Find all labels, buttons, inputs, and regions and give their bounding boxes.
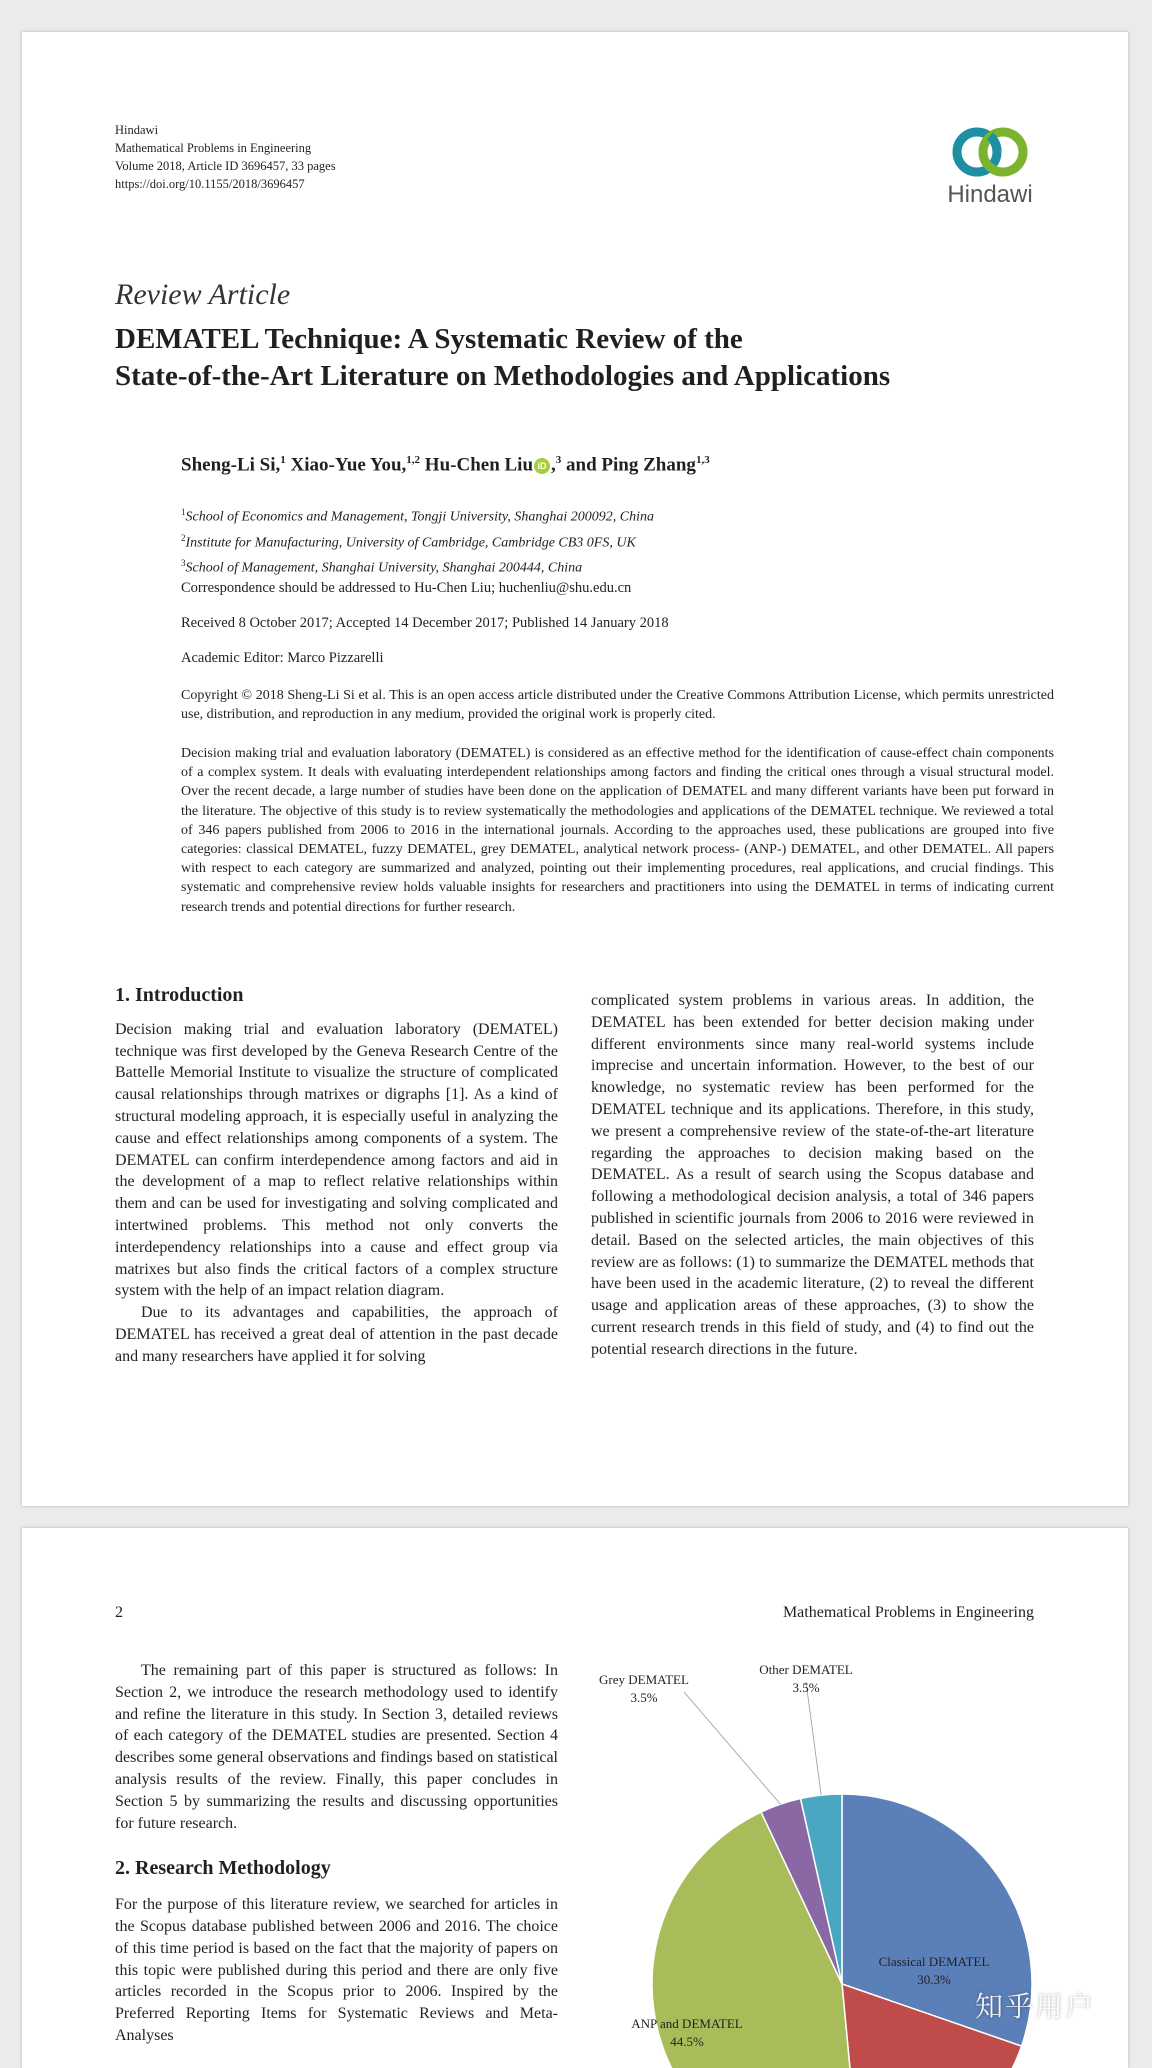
journal-name: Mathematical Problems in Engineering (115, 141, 312, 155)
author-sup: 1,2 (406, 454, 421, 466)
running-header: Mathematical Problems in Engineering (782, 1604, 1034, 1621)
author-sup: 1,3 (695, 454, 710, 466)
title-line-1: DEMATEL Technique: A Systematic Review of the (115, 323, 743, 355)
pie-label: Classical DEMATEL (878, 1954, 990, 1969)
affiliation (181, 528, 654, 554)
zhihu-watermark: 知乎用户 (975, 1990, 1096, 2023)
volume-info: Volume 2018, Article ID 3696457, 33 pages (115, 159, 336, 173)
hindawi-logo-icon (940, 122, 1040, 182)
pie-value-label: 30.3% (917, 1972, 951, 1987)
pie-label: Grey DEMATEL (599, 1672, 689, 1687)
intro-right-column (591, 990, 1034, 1361)
copyright-notice: Copyright © 2018 Sheng-Li Si et al. This is an open access article distributed under the Creative Commons Attribution License, which permits unrestricted use, distribution, and reproduction in any medium, provided the original work is properly cited. (181, 688, 1054, 722)
intro-paragraph-2: Due to its advantages and capabilities, the approach of DEMATEL has received a great deal of attention in the past decade and many researchers have applied it for solving (115, 1304, 558, 1365)
pie-leader-line (806, 1682, 821, 1795)
author-name: Xiao-Yue You, (290, 454, 407, 476)
author-sup: 3 (555, 454, 562, 466)
academic-editor: Academic Editor: Marco Pizzarelli (181, 650, 384, 666)
article-title (115, 321, 1075, 395)
correspondence: Correspondence should be addressed to Hu-Chen Liu; huchenliu@shu.edu.cn (181, 580, 632, 596)
page-1 (22, 32, 1128, 1506)
article-type: Review Article (115, 278, 291, 311)
hindawi-logo (940, 122, 1040, 209)
author-sup: 1 (280, 454, 286, 466)
pie-label: Other DEMATEL (759, 1662, 853, 1677)
publisher-name: Hindawi (115, 123, 159, 137)
title-line-2: State-of-the-Art Literature on Methodologies and Applications (115, 360, 891, 392)
affiliation (181, 553, 654, 579)
intro-paragraph-1: Decision making trial and evaluation laboratory (DEMATEL) technique was first developed by the Geneva Research Centre of the Battelle Memorial Institute to visualize the structure of complicated causal relationships through matrixes or digraphs [1]. As a kind of structural modeling approach, it is especially useful in analyzing the cause and effect relationships among components of a system. The DEMATEL can confirm interdependence among factors and aid in the development of a map to reflect relative relationships within them and can be used for investigating and solving complicated and intertwined problems. This method not only converts the interdependency relationships into a cause and effect group via matrixes but also finds the critical factors of a complex structure system with the help of an impact relation diagram. (115, 1020, 558, 1300)
pie-label: ANP and DEMATEL (631, 2016, 743, 2031)
page-2 (22, 1528, 1128, 2068)
methodology-paragraph: For the purpose of this literature review, we searched for articles in the Scopus database published between 2006 and 2016. The choice of this time period is based on the fact that the majority of papers on this topic were published during this period and there are only five articles recorded in the Scopus prior to 2006. Inspired by the Preferred Reporting Items for Systematic Reviews and Meta-Analyses (115, 1896, 558, 2044)
page2-left-column (115, 1660, 558, 2047)
pie-value-label: 3.5% (630, 1690, 658, 1705)
page-number: 2 (115, 1604, 123, 1621)
publication-dates: Received 8 October 2017; Accepted 14 December 2017; Published 14 January 2018 (181, 615, 669, 631)
affiliation-sup: 2 (181, 532, 186, 543)
doi-link[interactable]: https://doi.org/10.1155/2018/3696457 (115, 177, 305, 191)
orcid-icon[interactable]: iD (534, 458, 550, 474)
author-name: Sheng-Li Si, (181, 454, 281, 476)
pie-value-label: 3.5% (792, 1680, 820, 1695)
affiliation-sup: 1 (181, 507, 186, 517)
author-name: Hu-Chen Liu (424, 454, 534, 476)
affiliation-text: Institute for Manufacturing, University of Cambridge, Cambridge CB3 0FS, UK (185, 535, 636, 551)
author-name: and Ping Zhang (566, 454, 696, 476)
author-list: Sheng-Li Si,$^1$ Xiao-Yue You,$^{1,2}$ Hu-Chen Liu iD ,$^3$ and Ping Zhang$^{1,3}$ (181, 454, 710, 476)
pie-value-label: 44.5% (670, 2034, 704, 2049)
pie-leader-line (684, 1692, 780, 1804)
affiliation-text: School of Economics and Management, Tongji University, Shanghai 200092, China (185, 509, 654, 525)
affiliation-text: School of Management, Shanghai University, Shanghai 200444, China (185, 560, 583, 576)
affiliations (181, 502, 654, 579)
structure-paragraph: The remaining part of this paper is structured as follows: In Section 2, we introduce the research methodology used to identify and refine the literature in this study. In Section 3, detailed reviews of each category of the DEMATEL studies are presented. Section 4 describes some general observations and findings based on statistical analysis results of the review. Finally, this paper concludes in Section 5 by summarizing the results and discussing opportunities for future research. (115, 1662, 558, 1832)
hindawi-logo-text: Hindawi (947, 181, 1033, 208)
intro-paragraph-3: complicated system problems in various areas. In addition, the DEMATEL has been extended for better decision making under different environments since many real-world systems include imprecise and uncertain information. However, to the best of our knowledge, no systematic review has been performed for the DEMATEL technique and its applications. Therefore, in this study, we present a comprehensive review of the state-of-the-art literature regarding the approaches to decision making based on the DEMATEL. As a result of search using the Scopus database and following a methodological decision analysis, a total of 346 papers published in scientific journals from 2006 to 2016 were reviewed in detail. Based on the selected articles, the main objectives of this review are as follows: (1) to summarize the DEMATEL methods that have been used in the academic literature, (2) to reveal the different usage and application areas of these approaches, (3) to show the current research trends in this field of study, and (4) to find out the potential research directions in the future. (591, 992, 1034, 1358)
section-heading-research-methodology: 2. Research Methodology (115, 1857, 331, 1880)
affiliation-sup: 3 (181, 558, 186, 569)
affiliation (181, 502, 654, 528)
intro-left-column (115, 985, 558, 1368)
abstract: Decision making trial and evaluation laboratory (DEMATEL) is considered as an effective method for the identification of cause-effect chain components of a complex system. It deals with evaluating interdependent relationships among factors and finding the critical ones through a visual structural model. Over the recent decade, a large number of studies have been done on the application of DEMATEL and many different variants have been put forward in the literature. The objective of this study is to review systematically the methodologies and applications of the DEMATEL technique. We reviewed a total of 346 papers published from 2006 to 2016 in the international journals. According to the approaches used, these publications are grouped into five categories: classical DEMATEL, fuzzy DEMATEL, grey DEMATEL, analytical network process- (ANP-) DEMATEL, and other DEMATEL. All papers with respect to each category are summarized and analyzed, pointing out their implementing procedures, real applications, and crucial findings. This systematic and comprehensive review holds valuable insights for researchers and practitioners into using the DEMATEL in terms of indicating current research trends and potential directions for further research. (181, 746, 1054, 915)
journal-header (115, 121, 336, 193)
section-heading-introduction: 1. Introduction (115, 984, 244, 1006)
